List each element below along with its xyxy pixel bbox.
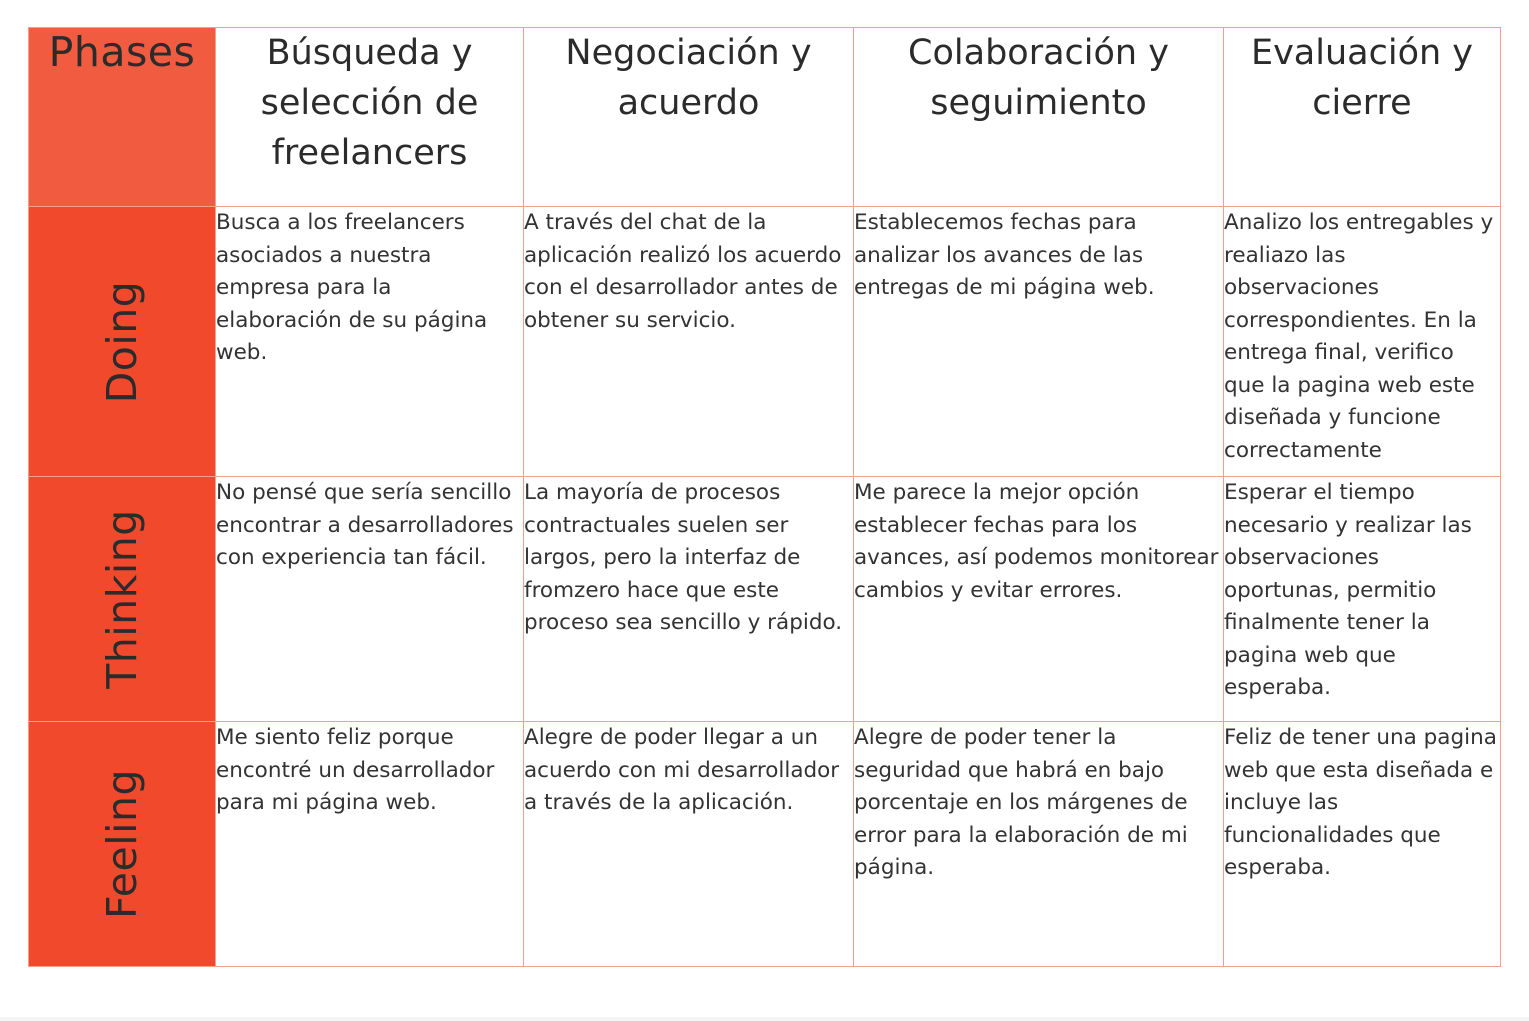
- doing-search-cell: Busca a los freelancers asociados a nuestra empresa para la elaboración de su página web.: [216, 207, 524, 477]
- doing-evaluation-cell: Analizo los entregables y realiazo las observaciones correspondientes. En la entrega final, verifico que la pagina web este diseñada y funcione correctamente: [1224, 207, 1501, 477]
- phases-corner-label: Phases: [29, 28, 216, 207]
- journey-map-board: [28, 27, 1500, 966]
- phase-header-search-selection: Búsqueda y selección de freelancers: [216, 28, 524, 207]
- row-doing: [29, 207, 1501, 477]
- doing-collaboration-cell: Establecemos fechas para analizar los avances de las entregas de mi página web.: [854, 207, 1224, 477]
- feeling-search-cell: Me siento feliz porque encontré un desarrollador para mi página web.: [216, 722, 524, 967]
- thinking-search-cell: No pensé que sería sencillo encontrar a desarrolladores con experiencia tan fácil.: [216, 477, 524, 722]
- thinking-collaboration-cell: Me parece la mejor opción establecer fechas para los avances, así podemos monitorear cambios y evitar errores.: [854, 477, 1224, 722]
- row-feeling: [29, 722, 1501, 967]
- feeling-negotiation-cell: Alegre de poder llegar a un acuerdo con mi desarrollador a través de la aplicación.: [524, 722, 854, 967]
- phase-header-evaluation: Evaluación y cierre: [1224, 28, 1501, 207]
- feeling-evaluation-cell: Feliz de tener una pagina web que esta diseñada e incluye las funcionalidades que esperaba.: [1224, 722, 1501, 967]
- row-label-feeling-cell: [29, 722, 216, 967]
- thinking-evaluation-cell: Esperar el tiempo necesario y realizar las observaciones oportunas, permitio finalmente tener la pagina web que esperaba.: [1224, 477, 1501, 722]
- feeling-collaboration-cell: Alegre de poder tener la seguridad que habrá en bajo porcentaje en los márgenes de error para la elaboración de mi página.: [854, 722, 1224, 967]
- phases-header-row: [29, 28, 1501, 207]
- row-label-doing-cell: [29, 207, 216, 477]
- canvas-bottom-edge: [0, 1017, 1529, 1021]
- phase-header-negotiation: Negociación y acuerdo: [524, 28, 854, 207]
- thinking-negotiation-cell: La mayoría de procesos contractuales suelen ser largos, pero la interfaz de fromzero hace que este proceso sea sencillo y rápido.: [524, 477, 854, 722]
- row-thinking: [29, 477, 1501, 722]
- row-label-doing: Doing: [98, 280, 146, 403]
- journey-map-table: [28, 27, 1501, 967]
- doing-negotiation-cell: A través del chat de la aplicación realizó los acuerdo con el desarrollador antes de obtener su servicio.: [524, 207, 854, 477]
- row-label-thinking-cell: [29, 477, 216, 722]
- phase-header-collaboration: Colaboración y seguimiento: [854, 28, 1224, 207]
- row-label-feeling: Feeling: [98, 768, 146, 920]
- row-label-thinking: Thinking: [98, 509, 146, 689]
